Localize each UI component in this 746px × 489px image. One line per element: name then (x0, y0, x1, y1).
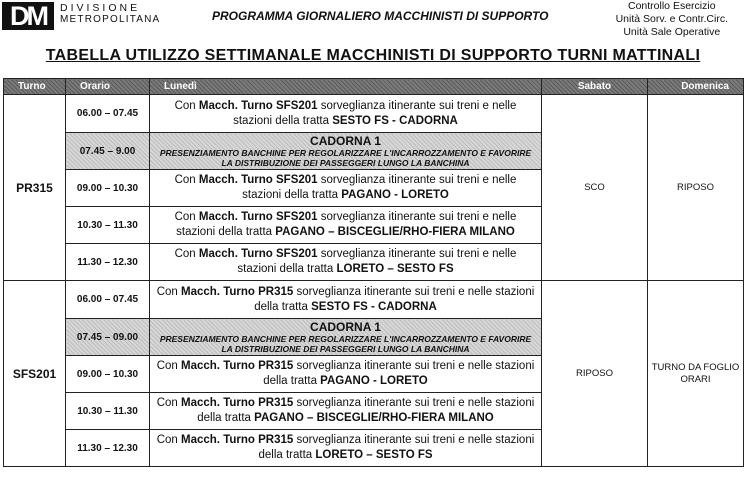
activity-route: PAGANO - LORETO (320, 375, 428, 387)
activity-cell (150, 281, 542, 319)
activity-text: sorveglianza itinerante sui treni e nelle stazioni della tratta (197, 397, 535, 424)
activity-text: sorveglianza itinerante sui treni e nelle stazioni della tratta (242, 174, 517, 201)
activity-cell (150, 170, 542, 207)
activity-text: sorveglianza itinerante sui treni e nelle stazioni della tratta (254, 285, 535, 313)
activity-text: sorveglianza itinerante sui treni e nelle stazioni della tratta (258, 434, 535, 461)
activity-route: PAGANO - LORETO (341, 189, 449, 201)
column-header-lunedi: Lunedì (150, 79, 542, 95)
column-header-orario: Orario (66, 79, 150, 95)
cadorna-cell (150, 319, 542, 356)
schedule-table (3, 78, 744, 467)
activity-prefix: Con (156, 434, 182, 446)
header-right-line-1: Controllo Esercizio (628, 0, 716, 12)
domenica-cell: RIPOSO (648, 95, 744, 281)
activity-driver: Macch. Turno SFS201 (198, 174, 318, 186)
turno-cell: PR315 (4, 95, 66, 281)
activity-text: sorveglianza itinerante sui treni e nelle stazioni della tratta (233, 99, 517, 127)
sabato-cell: RIPOSO (542, 281, 648, 467)
logo: DM (2, 2, 54, 30)
orario-cell: 09.00 – 10.30 (66, 356, 150, 393)
activity-prefix: Con (156, 285, 182, 298)
header-right-line-2: Unità Sorv. e Contr.Circ. (615, 13, 728, 25)
table-row (4, 281, 744, 319)
activity-prefix: Con (174, 211, 199, 223)
column-header-turno: Turno (4, 79, 66, 95)
orario-cell: 11.30 – 12.30 (66, 244, 150, 281)
orario-cell: 07.45 – 9.00 (66, 133, 150, 170)
table-row (4, 95, 744, 133)
activity-prefix: Con (174, 174, 199, 186)
turno-cell: SFS201 (4, 281, 66, 467)
header-right-line-3: Unità Sale Operative (623, 26, 721, 38)
column-header-sabato: Sabato (542, 79, 648, 95)
activity-text: sorveglianza itinerante sui treni e nelle stazioni della tratta (237, 248, 517, 275)
activity-prefix: Con (156, 360, 182, 372)
orario-cell: 09.00 – 10.30 (66, 170, 150, 207)
orario-cell: 10.30 – 11.30 (66, 393, 150, 430)
orario-cell: 10.30 – 11.30 (66, 207, 150, 244)
activity-route: SESTO FS - CADORNA (332, 114, 458, 127)
header-title: PROGRAMMA GIORNALIERO MACCHINISTI DI SUPPORTO (212, 9, 549, 23)
cadorna-cell (150, 133, 542, 170)
orario-cell: 11.30 – 12.30 (66, 430, 150, 467)
activity-prefix: Con (174, 248, 199, 260)
orario-cell: 06.00 – 07.45 (66, 281, 150, 319)
cadorna-subtitle: PRESENZIAMENTO BANCHINE PER REGOLARIZZARE L'INCARROZZAMENTO E FAVORIRE LA DISTRIBUZIONE DEI PASSEGGERI LUNGO LA BANCHINA (159, 333, 532, 354)
activity-text: sorveglianza itinerante sui treni e nelle stazioni della tratta (263, 360, 535, 387)
orario-cell: 07.45 – 09.00 (66, 319, 150, 356)
activity-cell (150, 244, 542, 281)
activity-cell (150, 356, 542, 393)
activity-driver: Macch. Turno PR315 (181, 397, 294, 409)
activity-prefix: Con (156, 397, 182, 409)
cadorna-title: CADORNA 1 (310, 133, 381, 148)
domenica-cell: TURNO DA FOGLIO ORARI (648, 281, 744, 467)
logo-text (60, 3, 160, 25)
table-header-row (4, 79, 744, 95)
activity-route: SESTO FS - CADORNA (311, 300, 437, 313)
table-body (4, 95, 744, 467)
activity-driver: Macch. Turno PR315 (181, 360, 294, 372)
activity-driver: Macch. Turno SFS201 (198, 211, 318, 223)
logo-line-2: METROPOLITANA (60, 14, 161, 25)
activity-cell (150, 95, 542, 133)
activity-route: PAGANO – BISCEGLIE/RHO-FIERA MILANO (254, 412, 494, 424)
activity-route: LORETO – SESTO FS (315, 449, 433, 461)
activity-driver: Macch. Turno SFS201 (198, 99, 318, 112)
logo-line-1: DIVISIONE (60, 2, 141, 14)
activity-text: sorveglianza itinerante sui treni e nelle stazioni della tratta (176, 211, 517, 238)
activity-cell (150, 207, 542, 244)
activity-driver: Macch. Turno PR315 (181, 434, 294, 446)
activity-route: LORETO – SESTO FS (336, 263, 454, 275)
activity-driver: Macch. Turno SFS201 (198, 248, 318, 260)
column-header-domenica: Domenica (648, 79, 744, 95)
activity-cell (150, 430, 542, 467)
activity-route: PAGANO – BISCEGLIE/RHO-FIERA MILANO (275, 226, 515, 238)
cadorna-subtitle: PRESENZIAMENTO BANCHINE PER REGOLARIZZARE L'INCARROZZAMENTO E FAVORIRE LA DISTRIBUZIONE DEI PASSEGGERI LUNGO LA BANCHINA (159, 147, 532, 168)
activity-driver: Macch. Turno PR315 (181, 285, 294, 298)
header-right (616, 0, 728, 39)
cadorna-title: CADORNA 1 (310, 319, 381, 334)
sabato-cell: SCO (542, 95, 648, 281)
orario-cell: 06.00 – 07.45 (66, 95, 150, 133)
activity-prefix: Con (174, 99, 199, 112)
page-title: TABELLA UTILIZZO SETTIMANALE MACCHINISTI DI SUPPORTO TURNI MATTINALI (45, 47, 701, 64)
activity-cell (150, 393, 542, 430)
